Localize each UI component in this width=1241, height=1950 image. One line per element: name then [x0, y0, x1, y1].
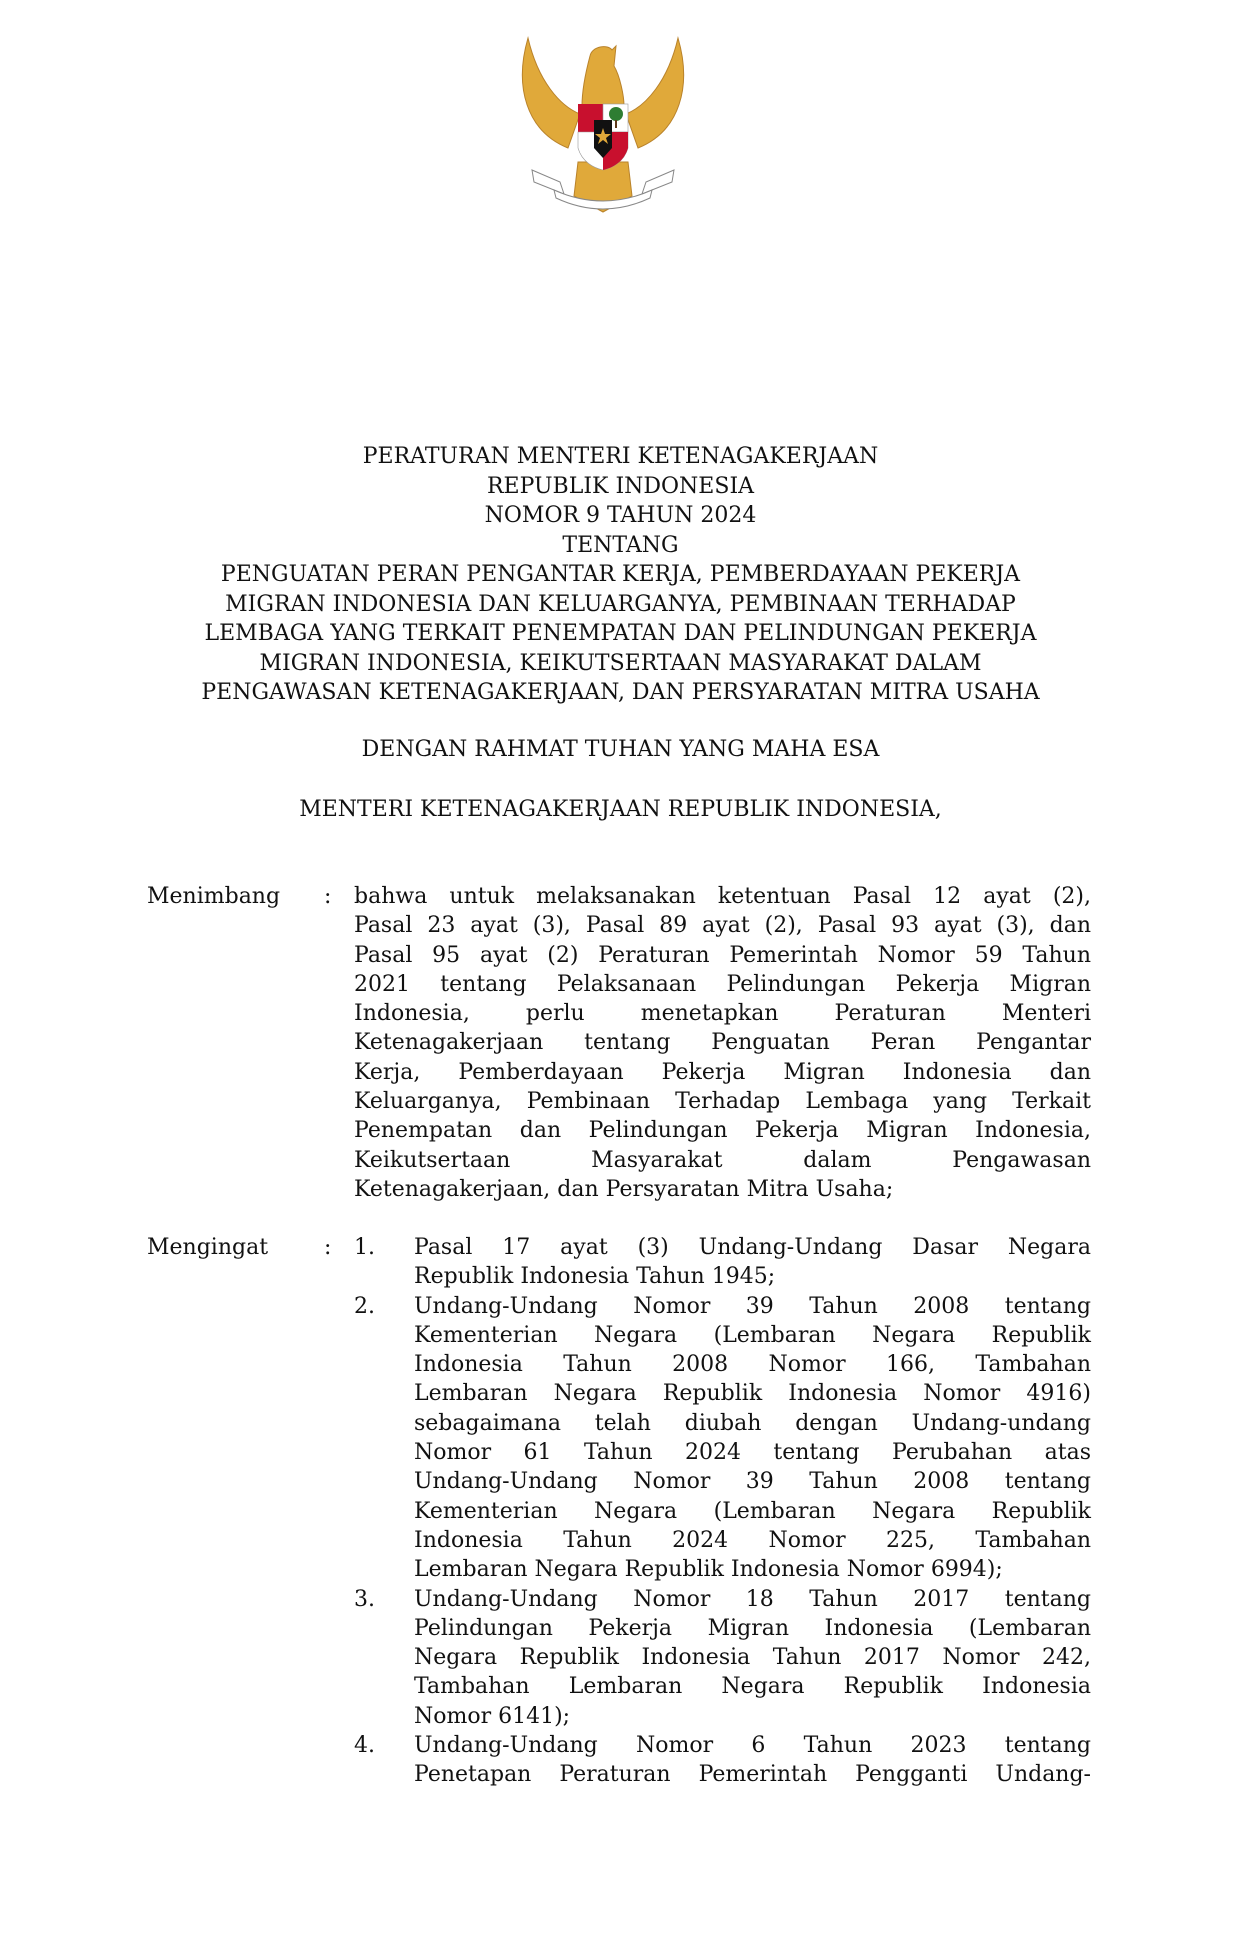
text-line: Keikutsertaan Masyarakat dalam Pengawasan [354, 1147, 1091, 1173]
heading-line: TENTANG [562, 532, 679, 558]
text-line: Pelindungan Pekerja Migran Indonesia (Lembaran [414, 1615, 1091, 1641]
heading-line: MIGRAN INDONESIA DAN KELUARGANYA, PEMBINAAN TERHADAP [225, 591, 1016, 617]
mengingat-colon: : [324, 1235, 332, 1260]
list-text [414, 1292, 1091, 1585]
list-text [414, 1731, 1091, 1790]
mengingat-list [354, 1233, 1091, 1790]
text-line: Nomor 61 Tahun 2024 tentang Perubahan atas [414, 1440, 1091, 1466]
text-line: Negara Republik Indonesia Tahun 2017 Nomor 242, [414, 1645, 1091, 1671]
text-line: Republik Indonesia Tahun 1945; [414, 1264, 776, 1290]
heading-line: PERATURAN MENTERI KETENAGAKERJAAN [362, 444, 879, 469]
heading-line: NOMOR 9 TAHUN 2024 [484, 503, 757, 528]
text-line: bahwa untuk melaksanakan ketentuan Pasal 12 ayat (2), [354, 884, 1091, 909]
text-line: Kementerian Negara (Lembaran Negara Republik [414, 1498, 1091, 1524]
regulation-heading [0, 442, 1241, 708]
list-item [354, 1292, 1091, 1585]
text-line: Indonesia Tahun 2008 Nomor 166, Tambahan [414, 1352, 1091, 1378]
text-line: Pasal 95 ayat (2) Peraturan Pemerintah Nomor 59 Tahun [354, 942, 1091, 968]
list-text [414, 1585, 1091, 1731]
heading-line: PENGAWASAN KETENAGAKERJAAN, DAN PERSYARATAN MITRA USAHA [201, 680, 1040, 705]
list-number: 2. [354, 1293, 375, 1319]
text-line: Undang-Undang Nomor 39 Tahun 2008 tentang [414, 1293, 1091, 1319]
text-line: Pasal 17 ayat (3) Undang-Undang Dasar Negara [414, 1235, 1091, 1260]
invocation: DENGAN RAHMAT TUHAN YANG MAHA ESA [361, 737, 880, 762]
garuda-pancasila-emblem [520, 36, 686, 214]
list-number: 1. [354, 1235, 375, 1260]
text-line: Keluarganya, Pembinaan Terhadap Lembaga yang Terkait [354, 1089, 1091, 1115]
text-line: Pasal 23 ayat (3), Pasal 89 ayat (2), Pasal 93 ayat (3), dan [354, 913, 1091, 939]
text-line: sebagaimana telah diubah dengan Undang-undang [414, 1410, 1091, 1436]
text-line: Indonesia Tahun 2024 Nomor 225, Tambahan [414, 1527, 1091, 1553]
menimbang-text [354, 882, 1091, 1204]
heading-line: PENGUATAN PERAN PENGANTAR KERJA, PEMBERDAYAAN PEKERJA [220, 562, 1021, 587]
list-item [354, 1731, 1091, 1790]
authority: MENTERI KETENAGAKERJAAN REPUBLIK INDONESIA, [299, 797, 942, 822]
text-line: Penempatan dan Pelindungan Pekerja Migran Indonesia, [354, 1118, 1091, 1144]
text-line: Undang-Undang Nomor 6 Tahun 2023 tentang [414, 1733, 1091, 1759]
text-line: 2021 tentang Pelaksanaan Pelindungan Pekerja Migran [354, 971, 1091, 997]
list-item [354, 1585, 1091, 1731]
text-line: Undang-Undang Nomor 18 Tahun 2017 tentang [414, 1586, 1091, 1612]
text-line: Kerja, Pemberdayaan Pekerja Migran Indonesia dan [354, 1059, 1091, 1085]
text-line: Nomor 6141); [414, 1703, 571, 1729]
menimbang-colon: : [324, 884, 332, 909]
text-line: Penetapan Peraturan Pemerintah Pengganti Undang- [414, 1762, 1091, 1788]
list-text [414, 1233, 1091, 1292]
list-number: 3. [354, 1586, 375, 1612]
mengingat-label: Mengingat [147, 1235, 269, 1260]
heading-line: LEMBAGA YANG TERKAIT PENEMPATAN DAN PELINDUNGAN PEKERJA [204, 621, 1037, 646]
heading-line: REPUBLIK INDONESIA [486, 473, 755, 499]
list-item [354, 1233, 1091, 1292]
text-line: Kementerian Negara (Lembaran Negara Republik [414, 1322, 1091, 1348]
text-line: Indonesia, perlu menetapkan Peraturan Menteri [354, 1001, 1091, 1027]
text-line: Undang-Undang Nomor 39 Tahun 2008 tentang [414, 1469, 1091, 1495]
heading-line: MIGRAN INDONESIA, KEIKUTSERTAAN MASYARAKAT DALAM [259, 650, 982, 676]
list-number: 4. [354, 1733, 375, 1759]
text-line: Lembaran Negara Republik Indonesia Nomor 4916) [414, 1381, 1091, 1407]
text-line: Ketenagakerjaan, dan Persyaratan Mitra Usaha; [354, 1176, 894, 1202]
text-line: Ketenagakerjaan tentang Penguatan Peran Pengantar [354, 1030, 1091, 1056]
text-line: Lembaran Negara Republik Indonesia Nomor 6994); [414, 1557, 1003, 1583]
menimbang-label: Menimbang [147, 884, 281, 909]
text-line: Tambahan Lembaran Negara Republik Indonesia [414, 1674, 1091, 1700]
